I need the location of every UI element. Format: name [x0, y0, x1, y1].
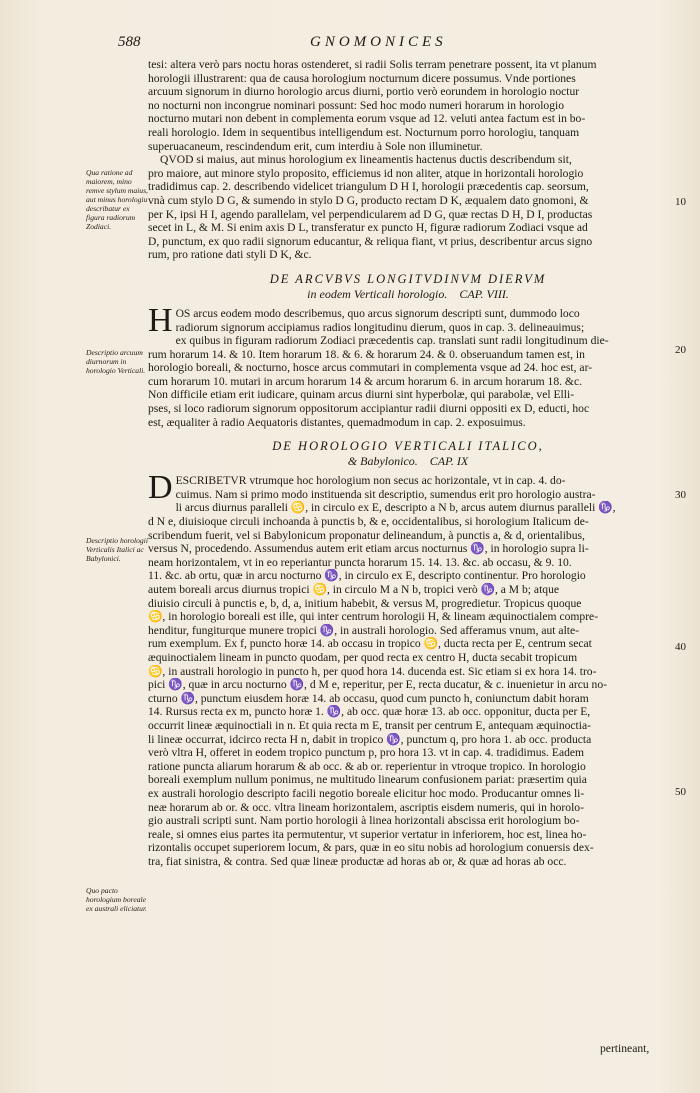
text-line	[148, 855, 668, 869]
line-text: radiorum signorum accipiamus radios longitudinu dierum, quos in cap. 3. delineauimus;	[175, 320, 585, 334]
text-line	[148, 597, 668, 611]
chapter-subtitle-line	[148, 454, 668, 468]
chapter-subtitle: in eodem Verticali horologio.	[307, 286, 448, 301]
line-text: vnà cum stylo D G, & sumendo in stylo D G, producto rectam D K, æqualem dato gnomoni, &	[148, 193, 589, 207]
line-text: D, punctum, ex quo radii signorum educantur, & reliqua fiant, vt prius, describentur arcus signo	[148, 234, 593, 248]
text-line	[148, 705, 668, 719]
text-line	[148, 529, 668, 543]
line-text: reale, si omnes eius partes ita permutentur, vt superior vertatur in inferiorem, hoc est, linea ho-	[148, 827, 587, 841]
text-line	[148, 556, 668, 570]
text-line	[148, 719, 668, 733]
text-line	[148, 624, 668, 638]
line-text: scribendum fuerit, vel si Babylonicum proponatur delineandum, à punctis a, & d, orientalibus,	[148, 528, 585, 542]
line-text: arcuum signorum in diurno horologio arcus diurni, portio verò eorundem in horologio noctur	[148, 85, 580, 99]
text-line	[148, 180, 668, 194]
text-line	[148, 375, 668, 389]
paragraph	[148, 153, 668, 262]
text-line	[148, 388, 668, 402]
line-text: secet in L, & M. Si enim axis D L, transferatur ex puncto H, figuræ radiorum Zodiaci vsque ad	[148, 221, 588, 235]
text-line	[148, 733, 668, 747]
text-line	[148, 610, 668, 624]
line-text: ratione puncta aliarum horarum & ab occ. & ab or. reperientur in vtroque tropico. In horologio	[148, 759, 586, 773]
line-text: per K, ipsi H I, agendo parallelam, vel perpendicularem ad D G, quæ rectas D H, D I, productas	[148, 207, 593, 221]
text-line	[148, 140, 668, 154]
line-text: 11. &c. ab ortu, quæ in arcu nocturno ♑, in circulo ex E, descripto continentur. Pro horologio	[148, 569, 586, 583]
line-text: ♋, in horologio boreali est ille, qui inter centrum horologii H, & lineam æquinoctialem compre-	[148, 610, 599, 624]
text-line	[148, 787, 668, 801]
drop-cap: D	[148, 469, 173, 507]
text-body	[148, 58, 668, 868]
line-text: superuacaneum, rescindendum erit, cum interdiu à Sole non illuminetur.	[148, 139, 483, 153]
line-text: neam horizontalem, vt in eo reperiantur puncta horarum 15. 14. 13. &c. ab occasu, & 9. 10.	[148, 555, 572, 569]
line-text: rum exemplum. Ex f, puncto horæ 14. ab occasu in tropico ♋, ducta recta per E, centrum secat	[148, 637, 592, 651]
text-line	[148, 583, 668, 597]
text-line	[148, 402, 668, 416]
line-text: rizontalis occupet superiorem locum, & pars, quæ in eo situ nobis ad horologium conuersis dex-	[148, 841, 594, 855]
text-line	[176, 321, 668, 335]
text-line	[148, 637, 668, 651]
line-text: autem boreali arcus diurnus tropici ♋, in circulo M a N b, tropici verò ♑, a M b; atque	[148, 583, 560, 596]
text-line	[148, 801, 668, 815]
text-line	[148, 746, 668, 760]
text-line	[148, 651, 668, 665]
line-text: pici ♑, quæ in arcu nocturno ♑, d M e, reperitur, per E, recta ducatur, & c. inuenietur in arcu no-	[148, 678, 608, 692]
text-line	[148, 208, 668, 222]
line-text: cturno ♑, punctum eiusdem horæ 14. ab occasu, quod cum puncto h, coniunctum dabit horam	[148, 691, 589, 705]
line-number: 10	[675, 196, 686, 208]
margin-note: Descriptio horologii Verticalis Italici ac Babylonici.	[86, 536, 148, 563]
text-line	[148, 248, 668, 262]
line-number: 50	[675, 786, 686, 798]
line-text: est, æqualiter à radio Aequatoris distantes, quemadmodum in cap. 2. exposuimus.	[148, 415, 526, 429]
chapter-title: DE ARCVBVS LONGITVDINVM DIERVM	[269, 271, 547, 286]
line-text: ♋, in australi horologio in puncto h, per quod hora 14. ducenda est. Sic etiam si ex hora 14. tro-	[148, 664, 597, 678]
line-text: diuisio circuli à punctis e, b, d, a, initium habebit, & versus M, progredietur. Tropicus quoque	[148, 596, 582, 610]
line-text: cum horarum 10. mutari in arcum horarum 14 & arcum horarum 6. in arcum horarum 18. &c.	[148, 374, 582, 388]
text-line	[148, 153, 668, 167]
line-text: tradidimus cap. 2. describendo videlicet triangulum D H I, horologii præcedentis cap. seorsum,	[148, 180, 589, 194]
line-number: 30	[675, 489, 686, 501]
line-text: d N e, diuisioque circuli inchoanda à punctis b, & e, occidentalibus, si horologium Italicum de-	[148, 515, 589, 529]
text-line	[148, 112, 668, 126]
text-line	[148, 773, 668, 787]
line-text: no nocturni non incongrue nominari possunt: Sed hoc modo numeri horarum in horologio	[148, 98, 565, 112]
text-line	[148, 665, 668, 679]
line-text: boreali exemplum nullum ponimus, ne multitudo linearum confusionem pariat: præsertim quia	[148, 773, 587, 787]
line-text: henditur, fungiturque munere tropici ♑, in australi horologio. Sed afferamus vnum, aut alte-	[148, 623, 580, 637]
line-text: reali horologio. Idem in sequentibus intelligendum est. Nocturnum porro horologiu, tanquam	[148, 125, 580, 139]
text-line	[148, 760, 668, 774]
line-number: 20	[675, 344, 686, 356]
line-number: 40	[675, 641, 686, 653]
text-line	[148, 221, 668, 235]
chapter-subtitle-line	[148, 287, 668, 301]
text-line	[148, 72, 668, 86]
text-line	[148, 194, 668, 208]
line-text: ex quibus in figuram radiorum Zodiaci præcedentis cap. translati sunt radii longitudinum die-	[175, 334, 609, 348]
line-text: OS arcus eodem modo describemus, quo arcus signorum descripti sunt, dummodo loco	[175, 306, 580, 320]
line-text: rum horarum 14. & 10. Item horarum 18. & 6. & horarum 24. & 0. obseruandum tamen est, in	[148, 347, 585, 361]
running-title: GNOMONICES	[310, 34, 447, 50]
text-line	[148, 348, 668, 362]
text-line	[148, 678, 668, 692]
text-line	[148, 515, 668, 529]
text-line	[148, 828, 668, 842]
page-number: 588	[118, 34, 141, 50]
text-line	[148, 167, 668, 181]
line-text: pro maiore, aut minore stylo proposito, efficiemus id non aliter, atque in horizontali horologio	[148, 166, 584, 180]
text-line	[148, 692, 668, 706]
line-text: horologio boreali, & nocturno, hosce arcus commutari in complementa vsque ad 24. hoc est, ar-	[148, 361, 593, 375]
text-line	[148, 569, 668, 583]
line-text: rum, pro ratione dati styli D K, &c.	[148, 248, 312, 262]
line-text: tesi: altera verò pars noctu horas ostenderet, si radii Solis terram penetrare possent, ita vt planum	[148, 58, 597, 71]
catchword: pertineant,	[600, 1042, 650, 1055]
line-text: QVOD si maius, aut minus horologium ex lineamentis hactenus ductis describendum sit,	[160, 153, 572, 167]
paragraph	[148, 301, 668, 429]
line-text: verò vltra H, offeret in eodem tropico punctum p, pro hora 13. vt in cap. 4. tradidimus. Eadem	[148, 746, 585, 760]
text-line	[148, 85, 668, 99]
line-text: gio australi scripti sunt. Nam portio horologii à linea horizontali abscissa erit horologium bo-	[148, 814, 580, 828]
line-text: li arcus diurnus paralleli ♋, in circulo ex E, descripto a N b, arcus autem diurnus paralleli ♑,	[175, 501, 616, 515]
line-text: ex australi horologio descripto facili negotio boreale elicitur hoc modo. Producantur omnes li-	[148, 786, 585, 800]
text-line	[148, 841, 668, 855]
text-line	[148, 542, 668, 556]
text-line	[176, 501, 668, 515]
text-line	[148, 361, 668, 375]
spacer	[447, 287, 459, 301]
line-text: cuimus. Nam si primo modo instituenda sit descriptio, sumendus erit pro horologio austra-	[175, 487, 596, 501]
chapter-heading	[148, 272, 668, 301]
chapter-title: DE HOROLOGIO VERTICALI ITALICO,	[272, 439, 544, 454]
chapter-number: CAP. VIII.	[459, 286, 509, 301]
line-text: nocturno mutari non debent in complementa eorum vsque ad 12. veluti antea factum est in bo-	[148, 112, 586, 126]
text-line	[148, 99, 668, 113]
line-text: horologii illustrarent: qua de causa horologium nocturnum dicere possumus. Vnde portiones	[148, 71, 576, 85]
page-header	[0, 34, 700, 54]
text-line	[148, 814, 668, 828]
line-text: occurrit lineæ æquinoctiali in n. Et quia recta m E, transit per centrum E, antequam æquinoctia-	[148, 718, 592, 732]
line-text: li lineæ occurrat, idcirco recta H n, dabit in tropico ♑, punctum q, pro hora 1. ab occ. producta	[148, 732, 592, 746]
text-line	[148, 126, 668, 140]
line-text: neæ horarum ab or. & occ. vltra lineam horizontalem, ascriptis eisdem numeris, qui in horolo-	[148, 800, 584, 814]
text-line	[148, 416, 668, 430]
line-text: versus N, procedendo. Assumendus autem erit etiam arcus nocturnus ♑, in horologio supra li-	[148, 542, 589, 556]
text-line	[176, 307, 668, 321]
margin-note: Quo pacto horologium boreale ex australi eliciatur.	[86, 886, 147, 913]
line-text: pses, si loco radiorum signorum oppositorum accipiantur radii diurni oppositi ex D, educti, hoc	[148, 402, 590, 416]
line-text: tra, fiat sinistra, & contra. Sed quæ lineæ productæ ad horas ab or, & quæ ad horas ab occ.	[148, 854, 567, 868]
text-line	[176, 334, 668, 348]
chapter-heading	[148, 439, 668, 468]
paragraph	[148, 58, 668, 153]
line-text: Non difficile etiam erit iudicare, quinam arcus diurni sint hyperbolæ, qui parabolæ, vel Elli-	[148, 388, 575, 402]
margin-note: Qua ratione ad maiorem, mino remve stylum maius, aut minus horologiu describatur ex figura radiorum Zodiaci.	[86, 168, 148, 231]
line-text: 14. Rursus recta ex m, puncto horæ 1. ♑, ab occ. quæ horæ 13. ab occ. opponitur, ducta per E,	[148, 705, 591, 719]
chapter-number: CAP. IX	[429, 454, 469, 469]
text-line	[148, 235, 668, 249]
text-line	[148, 58, 668, 72]
drop-cap: H	[148, 301, 173, 339]
paragraph	[148, 469, 668, 868]
chapter-subtitle: & Babylonico.	[347, 454, 418, 469]
margin-note: Descriptio arcuum diurnorum in horologio Verticali.	[86, 348, 146, 375]
text-line	[176, 488, 668, 502]
spacer	[418, 454, 430, 468]
line-text: ESCRIBETVR vtrumque hoc horologium non secus ac horizontale, vt in cap. 4. do-	[175, 474, 566, 488]
line-text: æquinoctialem lineam in puncto quodam, per quod recta ex centro H, ducta secabit tropicum	[148, 650, 578, 664]
text-line	[176, 474, 668, 488]
